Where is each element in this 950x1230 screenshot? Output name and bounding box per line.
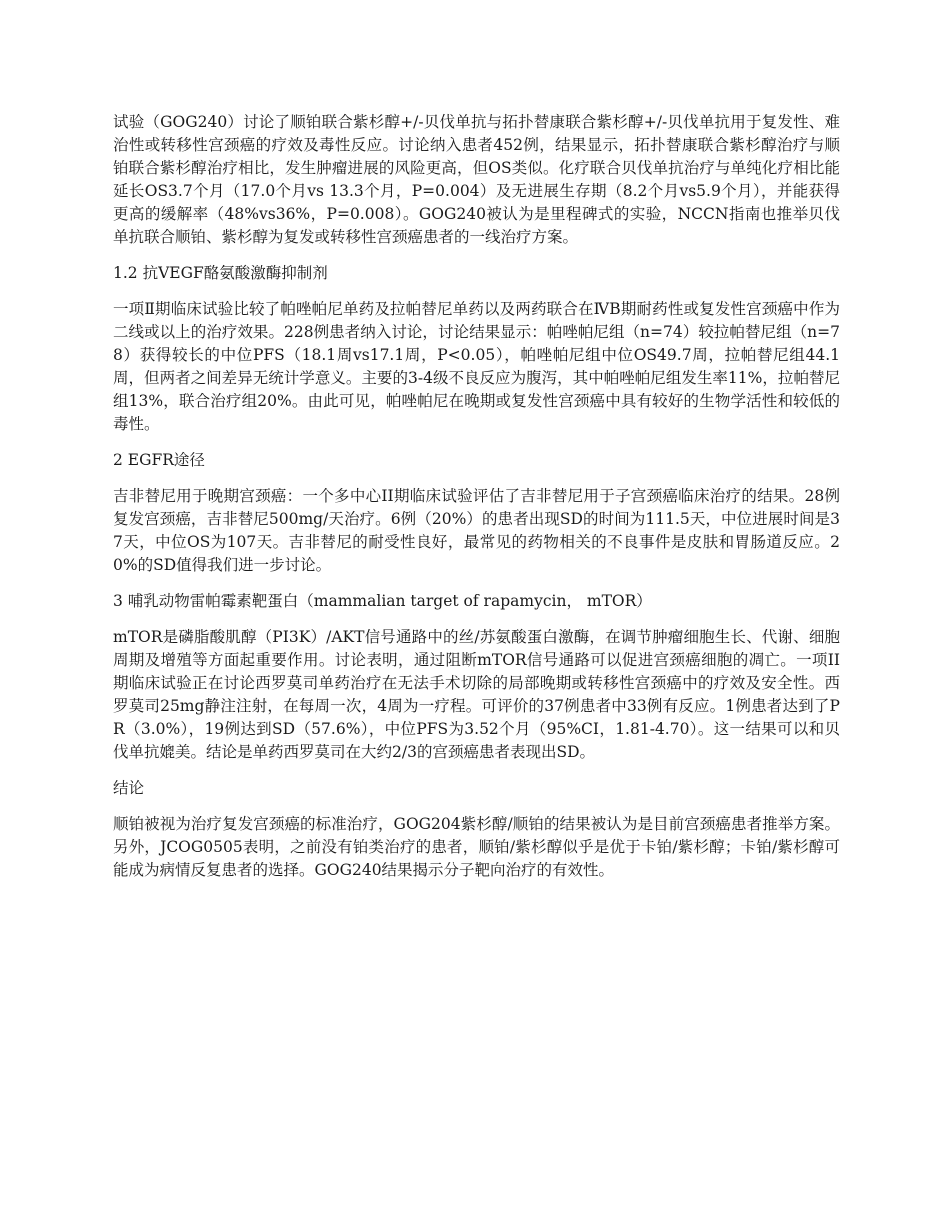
paragraph-pazopanib: 一项Ⅱ期临床试验比较了帕唑帕尼单药及拉帕替尼单药以及两药联合在ⅣB期耐药性或复发性宫颈癌中作为二线或以上的治疗效果。228例患者纳入讨论，讨论结果显示：帕唑帕尼组（n=74）较拉帕替尼组（n=78）获得较长的中位PFS（18.1周vs17.1周，P<0.05），帕唑帕尼组中位OS49.7周，拉帕替尼组44.1周，但两者之间差异无统计学意义。主要的3-4级不良反应为腹泻，其中帕唑帕尼组发生率11%，拉帕替尼组13%，联合治疗组20%。由此可见，帕唑帕尼在晚期或复发性宫颈癌中具有较好的生物学活性和较低的毒性。 <box>113 300 840 433</box>
section-heading-mtor: 3 哺乳动物雷帕霉素靶蛋白（mammalian target of rapamycin， mTOR） <box>113 592 652 610</box>
section-heading-egfr: 2 EGFR途径 <box>113 451 205 469</box>
section-heading-vegf-tki: 1.2 抗VEGF酪氨酸激酶抑制剂 <box>113 264 328 282</box>
document-body <box>113 111 840 895</box>
paragraph-gefitinib: 吉非替尼用于晚期宫颈癌：一个多中心II期临床试验评估了吉非替尼用于子宫颈癌临床治疗的结果。28例复发宫颈癌，吉非替尼500mg/天治疗。6例（20%）的患者出现SD的时间为111.5天，中位进展时间是37天，中位OS为107天。吉非替尼的耐受性良好，最常见的药物相关的不良事件是皮肤和胃肠道反应。20%的SD值得我们进一步讨论。 <box>113 487 840 574</box>
paragraph-conclusion: 顺铂被视为治疗复发宫颈癌的标准治疗，GOG204紫杉醇/顺铂的结果被认为是目前宫颈癌患者推举方案。另外，JCOG0505表明，之前没有铂类治疗的患者，顺铂/紫杉醇似乎是优于卡铂/紫杉醇；卡铂/紫杉醇可能成为病情反复患者的选择。GOG240结果揭示分子靶向治疗的有效性。 <box>113 815 840 879</box>
paragraph-mtor: mTOR是磷脂酸肌醇（PI3K）/AKT信号通路中的丝/苏氨酸蛋白激酶，在调节肿瘤细胞生长、代谢、细胞周期及增殖等方面起重要作用。讨论表明，通过阻断mTOR信号通路可以促进宫颈癌细胞的凋亡。一项II期临床试验正在讨论西罗莫司单药治疗在无法手术切除的局部晚期或转移性宫颈癌中的疗效及安全性。西罗莫司25mg静注注射，在每周一次，4周为一疗程。可评价的37例患者中33例有反应。1例患者达到了PR（3.0%），19例达到SD（57.6%），中位PFS为3.52个月（95%CI，1.81-4.70）。这一结果可以和贝伐单抗媲美。结论是单药西罗莫司在大约2/3的宫颈癌患者表现出SD。 <box>113 628 840 761</box>
paragraph-gog240: 试验（GOG240）讨论了顺铂联合紫杉醇+/-贝伐单抗与拓扑替康联合紫杉醇+/-贝伐单抗用于复发性、难治性或转移性宫颈癌的疗效及毒性反应。讨论纳入患者452例，结果显示，拓扑替康联合紫杉醇治疗与顺铂联合紫杉醇治疗相比，发生肿瘤进展的风险更高，但OS类似。化疗联合贝伐单抗治疗与单纯化疗相比能延长OS3.7个月（17.0个月vs 13.3个月，P=0.004）及无进展生存期（8.2个月vs5.9个月），并能获得更高的缓解率（48%vs36%，P=0.008）。GOG240被认为是里程碑式的实验，NCCN指南也推举贝伐单抗联合顺铂、紫杉醇为复发或转移性宫颈癌患者的一线治疗方案。 <box>113 113 840 246</box>
section-heading-conclusion: 结论 <box>113 779 145 797</box>
